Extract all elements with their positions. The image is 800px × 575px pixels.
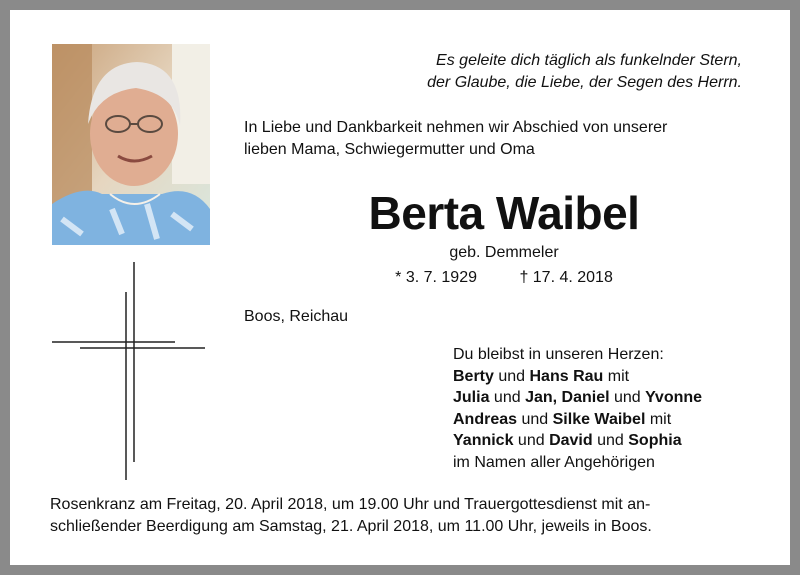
mourners-closing: im Namen aller Angehörigen <box>453 453 655 471</box>
service-line: schließender Beerdigung am Samstag, 21. April 2018, um 11.00 Uhr, jeweils in Boos. <box>50 518 652 535</box>
mourners-line: Yannick und David und Sophia <box>453 432 682 449</box>
life-dates <box>244 269 764 287</box>
memorial-verse <box>322 50 742 94</box>
intro-line: lieben Mama, Schwiegermutter und Oma <box>244 141 535 158</box>
maiden-name: geb. Demmeler <box>449 244 559 261</box>
mourners-line: Berty und Hans Rau mit <box>453 367 630 385</box>
deceased-name: Berta Waibel <box>368 187 640 239</box>
mourners-heading: Du bleibst in unseren Herzen: <box>453 346 664 363</box>
portrait-photo <box>52 44 210 245</box>
service-line: Rosenkranz am Freitag, 20. April 2018, um 19.00 Uhr und Trauergottesdienst mit an- <box>50 496 651 513</box>
cross-icon <box>50 262 210 482</box>
mourners-line: Andreas und Silke Waibel mit <box>453 410 672 428</box>
obituary-card <box>10 10 790 565</box>
birth-date: * 3. 7. 1929 <box>395 269 477 286</box>
residence: Boos, Reichau <box>244 308 349 325</box>
mourners-line: Julia und Jan, Daniel und Yvonne <box>453 389 703 406</box>
farewell-intro <box>244 117 764 161</box>
intro-line: In Liebe und Dankbarkeit nehmen wir Abschied von unserer <box>244 119 668 136</box>
mourners-list <box>453 344 702 473</box>
funeral-service-info <box>50 494 750 538</box>
verse-line: Es geleite dich täglich als funkelnder Stern, <box>436 52 742 69</box>
verse-line: der Glaube, die Liebe, der Segen des Herrn. <box>427 74 742 91</box>
death-date: † 17. 4. 2018 <box>519 269 613 286</box>
